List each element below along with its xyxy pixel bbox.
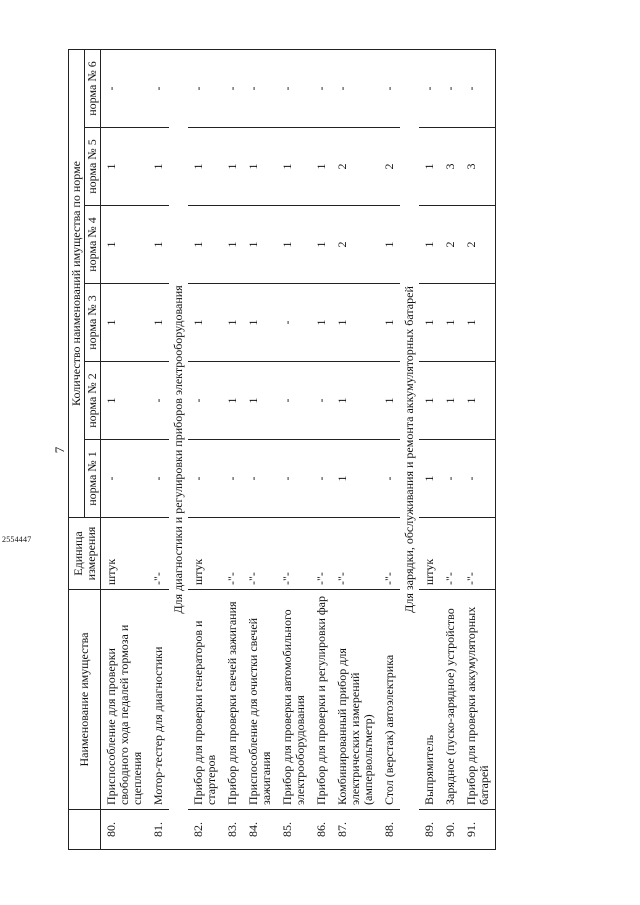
- qty-norm-6: -: [243, 49, 277, 127]
- qty-norm-2: 1: [419, 362, 440, 440]
- header-num: [69, 810, 101, 850]
- qty-norm-6: -: [188, 49, 222, 127]
- item-unit: -"-: [148, 518, 169, 590]
- qty-norm-5: 3: [440, 128, 461, 206]
- qty-norm-4: 1: [222, 206, 243, 284]
- item-name: Мотор-тестер для диагностики: [148, 590, 169, 810]
- rotated-content: [52, 50, 612, 850]
- header-norm-1: норма № 1: [85, 440, 101, 518]
- qty-norm-3: 1: [311, 284, 332, 362]
- row-number: 82.: [188, 810, 222, 850]
- table-row: [311, 49, 332, 849]
- qty-norm-6: -: [440, 49, 461, 127]
- item-name: Прибор для проверки генераторов и стартеров: [188, 590, 222, 810]
- row-number: 88.: [379, 810, 400, 850]
- qty-norm-3: 1: [461, 284, 496, 362]
- qty-norm-6: -: [148, 49, 169, 127]
- table-row: [222, 49, 243, 849]
- qty-norm-1: -: [101, 440, 149, 518]
- item-name: Приспособление для проверки свободного хода педалей тормоза и сцепления: [101, 590, 149, 810]
- qty-norm-5: 1: [188, 128, 222, 206]
- section-title: Для зарядки, обслуживания и ремонта аккумуляторных батарей: [400, 49, 419, 849]
- table-row: [419, 49, 440, 849]
- property-norms-table: [68, 49, 496, 850]
- header-norm-4: норма № 4: [85, 206, 101, 284]
- row-number: 89.: [419, 810, 440, 850]
- item-unit: -"-: [332, 518, 379, 590]
- qty-norm-1: -: [311, 440, 332, 518]
- qty-norm-6: -: [311, 49, 332, 127]
- qty-norm-5: 1: [311, 128, 332, 206]
- qty-norm-2: 1: [461, 362, 496, 440]
- qty-norm-4: 2: [332, 206, 379, 284]
- qty-norm-6: -: [461, 49, 496, 127]
- qty-norm-6: -: [332, 49, 379, 127]
- qty-norm-2: 1: [222, 362, 243, 440]
- qty-norm-3: 1: [243, 284, 277, 362]
- qty-norm-4: 2: [461, 206, 496, 284]
- qty-norm-5: 1: [101, 128, 149, 206]
- item-unit: -"-: [243, 518, 277, 590]
- section-row: [400, 49, 419, 849]
- table-row: [148, 49, 169, 849]
- qty-norm-4: 1: [419, 206, 440, 284]
- qty-norm-3: 1: [332, 284, 379, 362]
- header-unit: Единица измерения: [69, 518, 101, 590]
- qty-norm-2: -: [311, 362, 332, 440]
- qty-norm-1: -: [148, 440, 169, 518]
- item-name: Выпрямитель: [419, 590, 440, 810]
- row-number: 80.: [101, 810, 149, 850]
- qty-norm-4: 1: [148, 206, 169, 284]
- qty-norm-2: -: [148, 362, 169, 440]
- qty-norm-5: 2: [379, 128, 400, 206]
- row-number: 83.: [222, 810, 243, 850]
- item-unit: -"-: [222, 518, 243, 590]
- page-number: 7: [52, 446, 67, 454]
- table-row: [440, 49, 461, 849]
- table-row: [277, 49, 311, 849]
- table-row: [332, 49, 379, 849]
- qty-norm-4: 1: [277, 206, 311, 284]
- qty-norm-2: 1: [101, 362, 149, 440]
- qty-norm-3: 1: [419, 284, 440, 362]
- item-unit: штук: [101, 518, 149, 590]
- qty-norm-6: -: [277, 49, 311, 127]
- section-title: Для диагностики и регулировки приборов электрооборудования: [169, 49, 188, 849]
- table-header: [69, 49, 101, 849]
- qty-norm-1: -: [379, 440, 400, 518]
- qty-norm-3: 1: [379, 284, 400, 362]
- qty-norm-4: 1: [311, 206, 332, 284]
- item-name: Зарядное (пуско-зарядное) устройство: [440, 590, 461, 810]
- qty-norm-5: 1: [148, 128, 169, 206]
- row-number: 86.: [311, 810, 332, 850]
- row-number: 87.: [332, 810, 379, 850]
- qty-norm-3: 1: [101, 284, 149, 362]
- item-unit: -"-: [277, 518, 311, 590]
- item-name: Комбинированный прибор для электрических измерений (ампервольтметр): [332, 590, 379, 810]
- header-norm-5: норма № 5: [85, 128, 101, 206]
- item-name: Прибор для проверки свечей зажигания: [222, 590, 243, 810]
- table-row: [188, 49, 222, 849]
- qty-norm-1: -: [277, 440, 311, 518]
- qty-norm-6: -: [379, 49, 400, 127]
- item-unit: -"-: [440, 518, 461, 590]
- qty-norm-5: 1: [222, 128, 243, 206]
- qty-norm-1: -: [188, 440, 222, 518]
- qty-norm-5: 1: [243, 128, 277, 206]
- qty-norm-6: -: [101, 49, 149, 127]
- row-number: 91.: [461, 810, 496, 850]
- table-row: [101, 49, 149, 849]
- qty-norm-3: 1: [188, 284, 222, 362]
- document-id: 2554447: [2, 535, 32, 544]
- qty-norm-5: 2: [332, 128, 379, 206]
- qty-norm-6: -: [419, 49, 440, 127]
- qty-norm-4: 1: [379, 206, 400, 284]
- qty-norm-1: -: [222, 440, 243, 518]
- row-number: 90.: [440, 810, 461, 850]
- item-name: Приспособление для очистки свечей зажигания: [243, 590, 277, 810]
- item-name: Прибор для проверки автомобильного электрооборудования: [277, 590, 311, 810]
- row-number: 85.: [277, 810, 311, 850]
- item-unit: -"-: [461, 518, 496, 590]
- row-number: 84.: [243, 810, 277, 850]
- header-norm-2: норма № 2: [85, 362, 101, 440]
- qty-norm-1: 1: [332, 440, 379, 518]
- qty-norm-3: 1: [222, 284, 243, 362]
- item-name: Стол (верстак) автоэлектрика: [379, 590, 400, 810]
- qty-norm-4: 1: [188, 206, 222, 284]
- item-name: Прибор для проверки и регулировки фар: [311, 590, 332, 810]
- header-quantity-group: Количество наименований имущества по норме: [69, 49, 85, 517]
- qty-norm-4: 1: [101, 206, 149, 284]
- qty-norm-3: -: [277, 284, 311, 362]
- qty-norm-4: 2: [440, 206, 461, 284]
- qty-norm-5: 1: [419, 128, 440, 206]
- qty-norm-5: 1: [277, 128, 311, 206]
- qty-norm-2: 1: [440, 362, 461, 440]
- item-unit: -"-: [311, 518, 332, 590]
- item-unit: -"-: [379, 518, 400, 590]
- qty-norm-1: -: [461, 440, 496, 518]
- item-unit: штук: [188, 518, 222, 590]
- table-row: [379, 49, 400, 849]
- header-norm-3: норма № 3: [85, 284, 101, 362]
- qty-norm-1: -: [243, 440, 277, 518]
- qty-norm-6: -: [222, 49, 243, 127]
- row-number: 81.: [148, 810, 169, 850]
- qty-norm-2: -: [277, 362, 311, 440]
- table-row: [243, 49, 277, 849]
- item-unit: штук: [419, 518, 440, 590]
- qty-norm-2: 1: [332, 362, 379, 440]
- qty-norm-1: -: [440, 440, 461, 518]
- qty-norm-2: 1: [243, 362, 277, 440]
- qty-norm-3: 1: [440, 284, 461, 362]
- qty-norm-2: 1: [379, 362, 400, 440]
- header-name: Наименование имущества: [69, 590, 101, 810]
- table-row: [461, 49, 496, 849]
- qty-norm-2: -: [188, 362, 222, 440]
- table-body: [101, 49, 496, 849]
- section-row: [169, 49, 188, 849]
- qty-norm-1: 1: [419, 440, 440, 518]
- header-norm-6: норма № 6: [85, 49, 101, 127]
- item-name: Прибор для проверки аккумуляторных батарей: [461, 590, 496, 810]
- qty-norm-5: 3: [461, 128, 496, 206]
- qty-norm-4: 1: [243, 206, 277, 284]
- qty-norm-3: 1: [148, 284, 169, 362]
